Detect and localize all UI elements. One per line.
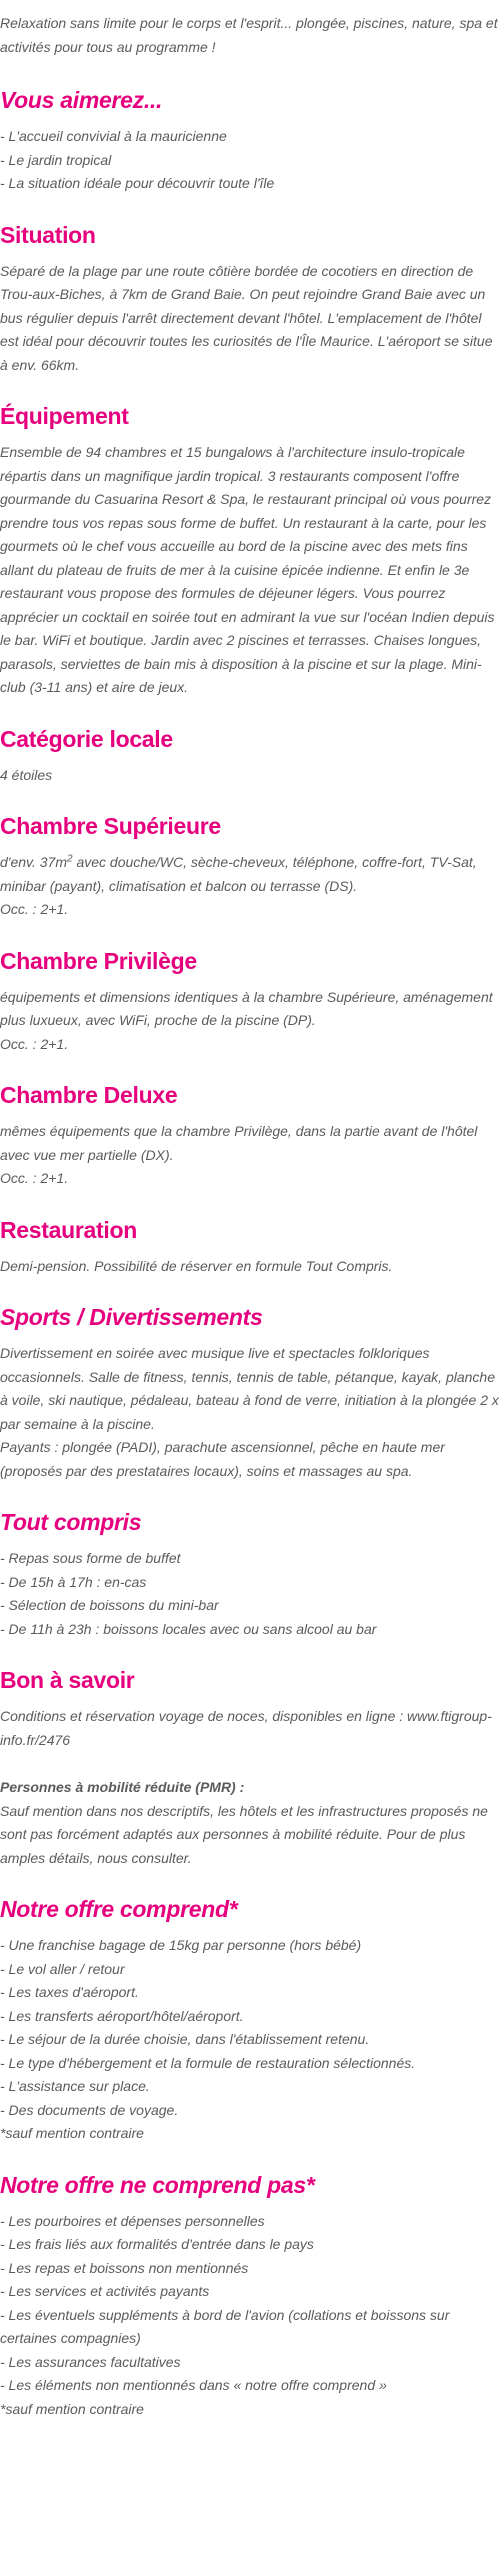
section-title-chambre-superieure: Chambre Supérieure — [0, 813, 221, 839]
list-item: - De 15h à 17h : en-cas — [0, 1573, 147, 1590]
list-item: - Le jardin tropical — [0, 151, 112, 168]
section-bon-a-savoir — [0, 1665, 500, 1870]
list-item: - Une franchise bagage de 15kg par personne (hors bébé) — [0, 1937, 362, 1953]
section-title-categorie: Catégorie locale — [0, 725, 173, 752]
vous-aimerez-list — [0, 125, 500, 196]
square-meter-sup: 2 — [67, 853, 73, 865]
chambre-superieure-text-start: d'env. 37m — [0, 854, 68, 870]
spacer — [0, 1752, 500, 1776]
list-item: - De 11h à 23h : boissons locales avec ou sans alcool au bar — [0, 1620, 377, 1637]
section-title-chambre-deluxe: Chambre Deluxe — [0, 1082, 178, 1108]
chambre-deluxe-text: mêmes équipements que la chambre Privilège, dans la partie avant de l'hôtel avec vue mer partielle (DX). — [0, 1123, 478, 1163]
section-title-bon-a-savoir: Bon à savoir — [0, 1667, 135, 1693]
section-offre-comprend — [0, 1894, 500, 2146]
chambre-superieure-occ: Occ. : 2+1. — [0, 901, 69, 917]
section-title-chambre-privilege: Chambre Privilège — [0, 947, 197, 974]
section-title-sports: Sports / Divertissements — [0, 1304, 263, 1330]
tout-compris-list — [0, 1547, 500, 1641]
section-chambre-superieure — [0, 811, 500, 922]
section-categorie — [0, 724, 500, 788]
hotel-description — [0, 12, 500, 2421]
chambre-privilege-text: équipements et dimensions identiques à la chambre Supérieure, aménagement plus luxueux, avec WiFi, proche de la piscine (DP). — [0, 988, 493, 1028]
list-item: - Les éventuels suppléments à bord de l'avion (collations et boissons sur certaines compagnies) — [0, 2306, 450, 2346]
section-title-tout-compris: Tout compris — [0, 1509, 142, 1535]
offre-ne-comprend-note: *sauf mention contraire — [0, 2400, 144, 2417]
sports-text: Divertissement en soirée avec musique live et spectacles folkloriques occasionnels. Salle de fitness, tennis, tennis de table, pétanque, kayak, planche à voile, ski nautique, pédaleau, bateau à fond de verre, initiation à la plongée 2 x par semaine à la piscine. — [0, 1345, 499, 1432]
section-title-equipement: Équipement — [0, 403, 129, 429]
section-vous-aimerez — [0, 85, 500, 196]
list-item: - Repas sous forme de buffet — [0, 1550, 181, 1566]
intro-text: Relaxation sans limite pour le corps et l'esprit... plongée, piscines, nature, spa et activités pour tous au programme ! — [0, 15, 498, 55]
section-equipement — [0, 401, 500, 700]
list-item: - L'accueil convivial à la mauricienne — [0, 128, 227, 144]
list-item: - Le vol aller / retour — [0, 1960, 125, 1977]
section-sports — [0, 1302, 500, 1483]
section-title-offre-comprend: Notre offre comprend* — [0, 1896, 238, 1922]
section-title-restauration: Restauration — [0, 1216, 137, 1243]
offre-comprend-list — [0, 1934, 500, 2122]
list-item: - La situation idéale pour découvrir toute l'île — [0, 175, 275, 191]
section-chambre-privilege — [0, 946, 500, 1057]
chambre-superieure-text — [0, 851, 500, 898]
list-item: - Les repas et boissons non mentionnés — [0, 2259, 249, 2276]
section-offre-ne-comprend — [0, 2170, 500, 2422]
list-item: - Le type d'hébergement et la formule de restauration sélectionnés. — [0, 2054, 416, 2071]
section-title-offre-ne-comprend: Notre offre ne comprend pas* — [0, 2171, 315, 2198]
chambre-privilege-occ: Occ. : 2+1. — [0, 1035, 69, 1052]
section-situation — [0, 220, 500, 378]
list-item: - Les services et activités payants — [0, 2283, 210, 2299]
offre-ne-comprend-list — [0, 2210, 500, 2398]
chambre-deluxe-occ: Occ. : 2+1. — [0, 1170, 69, 1186]
chambre-superieure-text-end: avec douche/WC, sèche-cheveux, téléphone, coffre-fort, TV-Sat, minibar (payant), climatisation et balcon ou terrasse (DS). — [0, 854, 477, 894]
section-restauration — [0, 1215, 500, 1279]
offre-comprend-note: *sauf mention contraire — [0, 2125, 144, 2141]
list-item: - L'assistance sur place. — [0, 2078, 150, 2094]
list-item: - Les éléments non mentionnés dans « notre offre comprend » — [0, 2377, 387, 2393]
pmr-title: Personnes à mobilité réduite (PMR) : — [0, 1779, 245, 1795]
list-item: - Les taxes d'aéroport. — [0, 1984, 139, 2000]
list-item: - Les transferts aéroport/hôtel/aéroport. — [0, 2007, 244, 2024]
section-chambre-deluxe — [0, 1080, 500, 1191]
list-item: - Le séjour de la durée choisie, dans l'établissement retenu. — [0, 2031, 370, 2047]
list-item: - Les frais liés aux formalités d'entrée dans le pays — [0, 2236, 314, 2252]
bon-a-savoir-text: Conditions et réservation voyage de noces, disponibles en ligne : www.ftigroup-info.fr/2476 — [0, 1708, 492, 1748]
situation-text: Séparé de la plage par une route côtière bordée de cocotiers en direction de Trou-aux-Biches, à 7km de Grand Baie. On peut rejoindre Grand Baie avec un bus régulier depuis l'arrêt directement devant l'hôtel. L'emplacement de l'hôtel est idéal pour découvrir toutes les curiosités de l'Île Maurice. L'aéroport se situe à env. 66km. — [0, 262, 493, 373]
list-item: - Les assurances facultatives — [0, 2353, 181, 2370]
categorie-text: 4 étoiles — [0, 766, 53, 783]
section-title-situation: Situation — [0, 221, 96, 248]
list-item: - Des documents de voyage. — [0, 2101, 179, 2118]
section-tout-compris — [0, 1507, 500, 1641]
sports-payants: Payants : plongée (PADI), parachute ascensionnel, pêche en haute mer (proposés par des prestataires locaux), soins et massages au spa. — [0, 1439, 445, 1479]
list-item: - Les pourboires et dépenses personnelles — [0, 2212, 265, 2229]
pmr-text: Sauf mention dans nos descriptifs, les hôtels et les infrastructures proposés ne sont pas forcément adaptés aux personnes à mobilité réduite. Pour de plus amples détails, nous consulter. — [0, 1802, 488, 1866]
section-title-vous-aimerez: Vous aimerez... — [0, 87, 163, 113]
list-item: - Sélection de boissons du mini-bar — [0, 1597, 219, 1613]
equipement-text: Ensemble de 94 chambres et 15 bungalows à l'architecture insulo-tropicale répartis dans un magnifique jardin tropical. 3 restaurants composent l'offre gourmande du Casuarina Resort & Spa, le restaurant principal où vous pourrez prendre tous vos repas sous forme de buffet. Un restaurant à la carte, pour les gourmets où le chef vous accueille au bord de la piscine avec des mets fins allant du plateau de fruits de mer à la cuisine épicée indienne. Et enfin le 3e restaurant vous propose des formules de déjeuner légers. Vous pourrez apprécier un cocktail en soirée tout en admirant la vue sur l'océan Indien depuis le bar. WiFi et boutique. Jardin avec 2 piscines et terrasses. Chaises longues, parasols, serviettes de bain mis à disposition à la piscine et sur la plage. Mini-club (3-11 ans) et aire de jeux. — [0, 444, 495, 695]
restauration-text: Demi-pension. Possibilité de réserver en formule Tout Compris. — [0, 1257, 393, 1274]
